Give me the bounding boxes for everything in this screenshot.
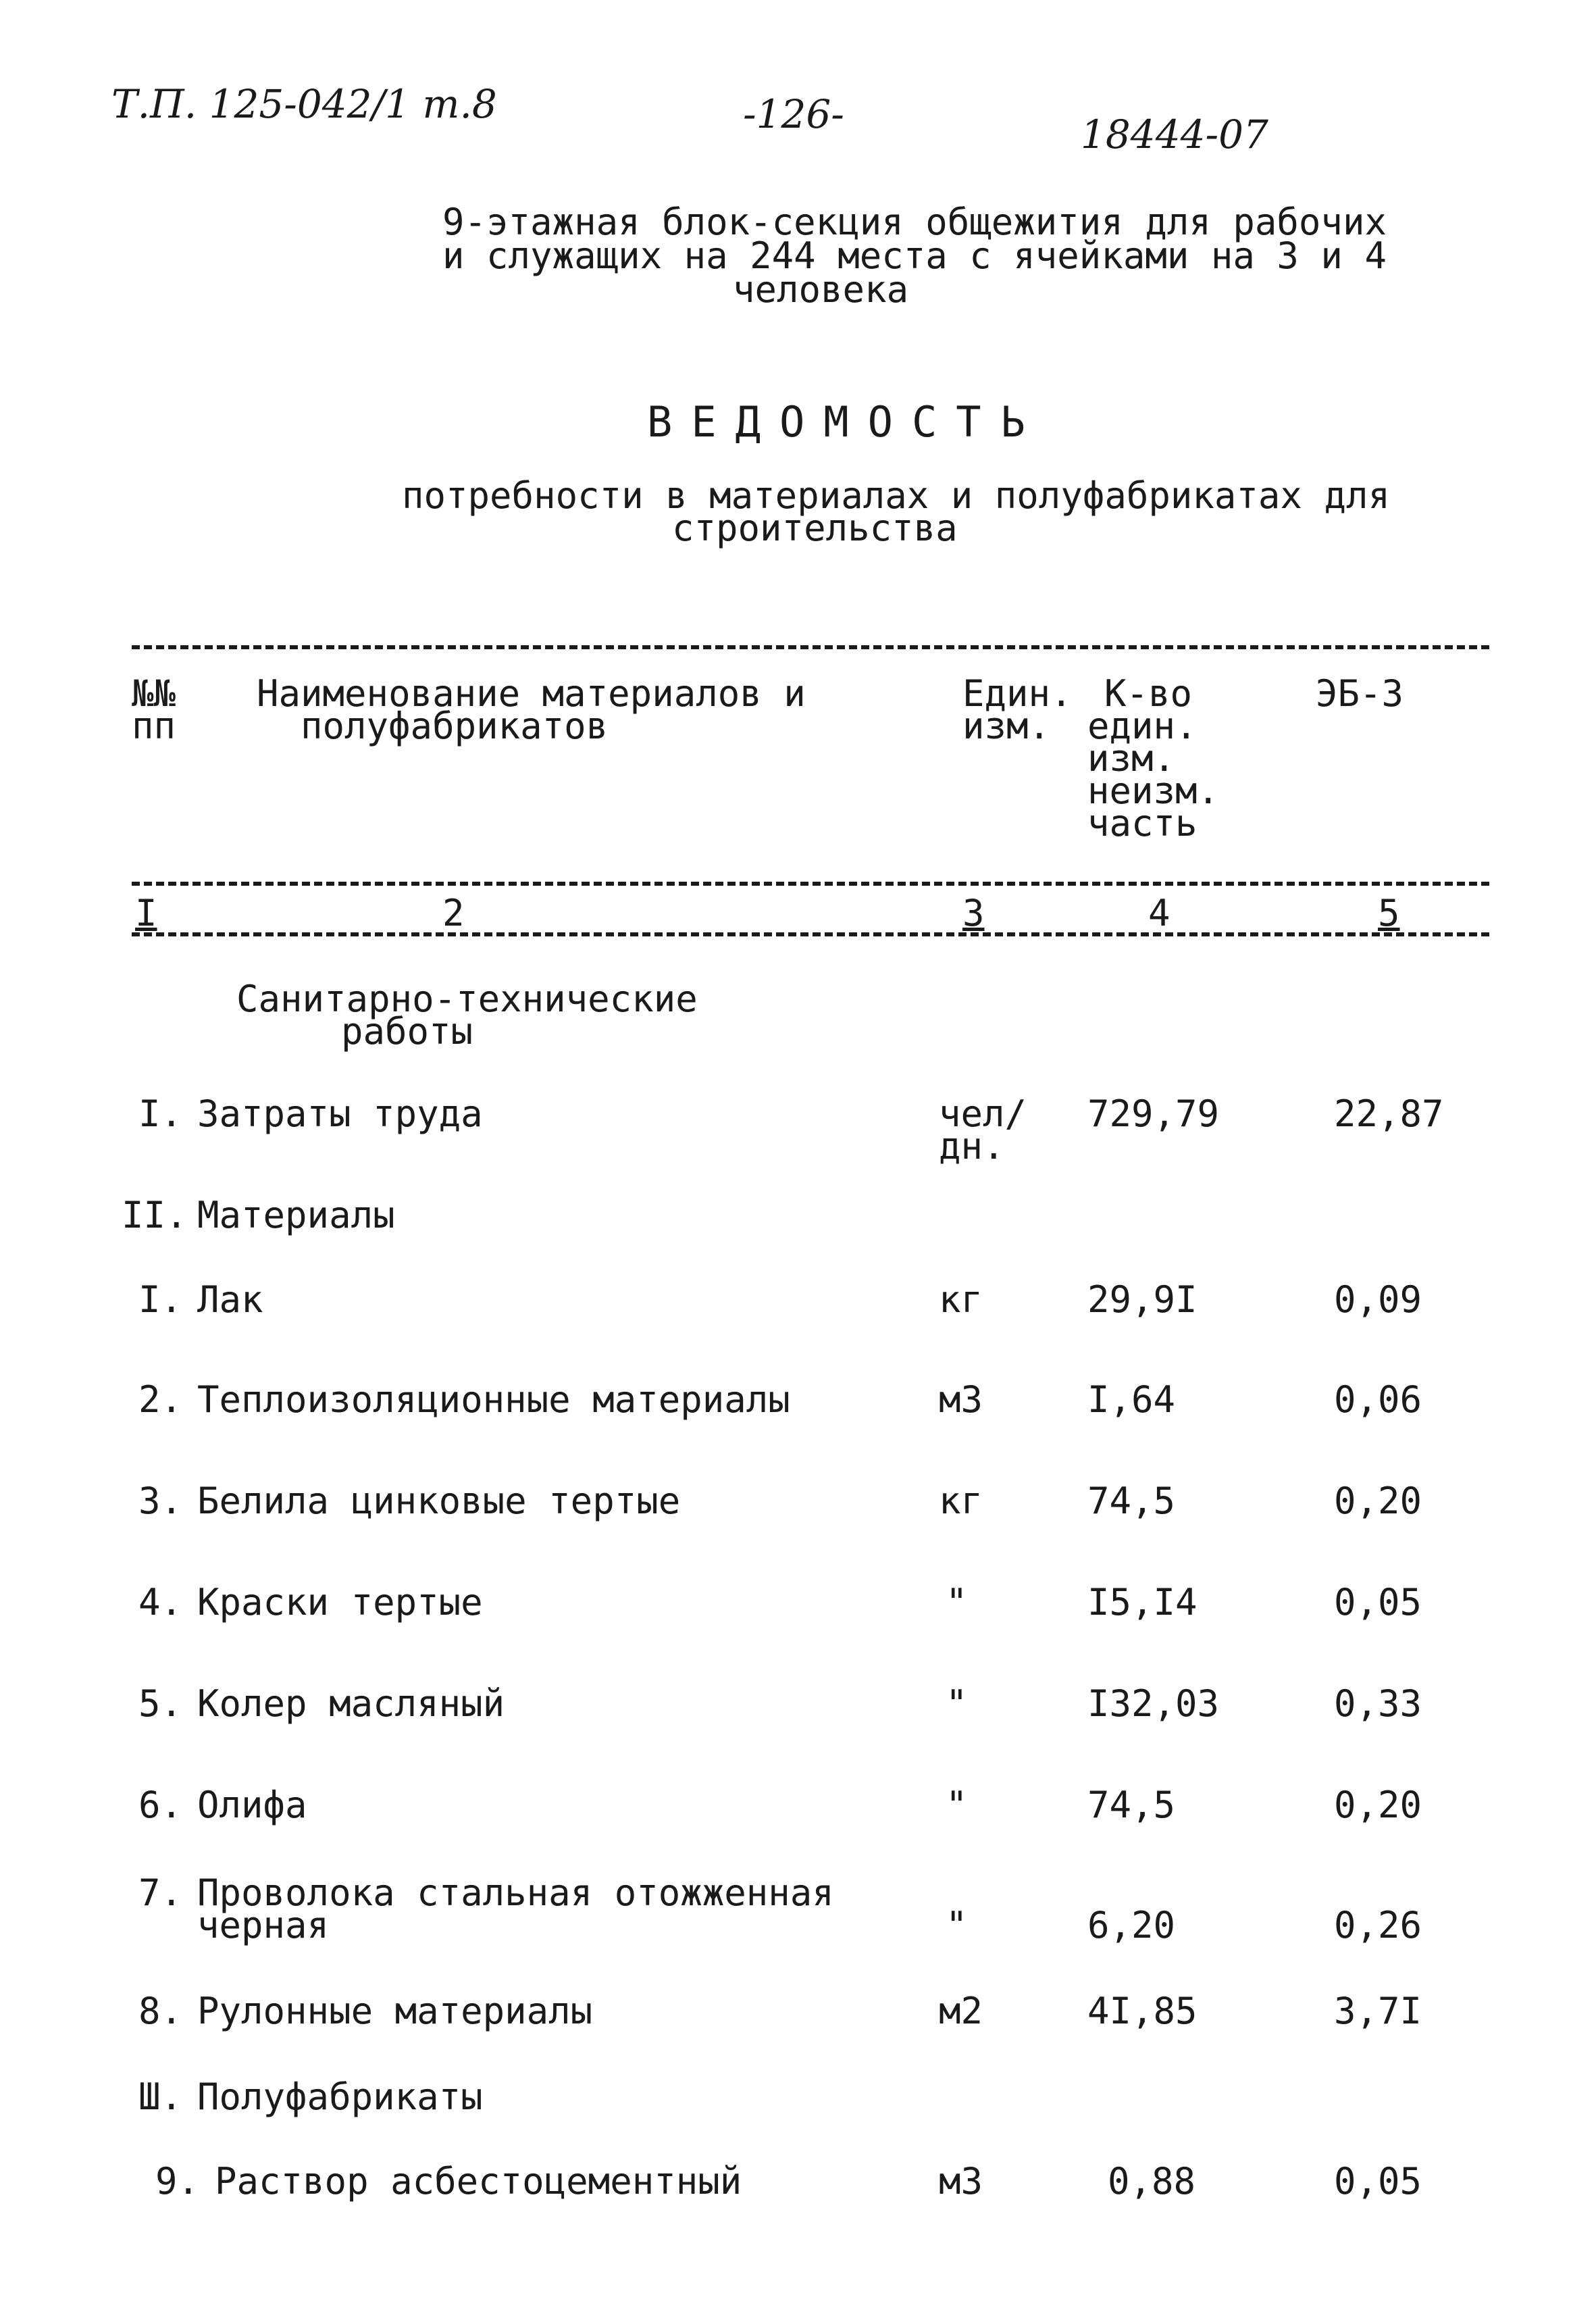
row-name: Олифа	[197, 1784, 307, 1826]
row-eb: 0,26	[1334, 1904, 1422, 1946]
table-rule	[132, 645, 1489, 649]
row-eb: 0,33	[1334, 1682, 1422, 1725]
row-qty: 729,79	[1087, 1092, 1220, 1135]
row-name: Полуфабрикаты	[197, 2076, 483, 2118]
section-title: Санитарно-технические работы	[236, 978, 698, 1053]
row-number: 5.	[138, 1682, 182, 1725]
row-qty: I32,03	[1087, 1682, 1220, 1725]
row-name: Краски тертые	[197, 1581, 483, 1624]
row-number: 8.	[138, 1990, 182, 2032]
row-name: Затраты труда	[197, 1092, 483, 1135]
row-eb: 22,87	[1334, 1092, 1444, 1135]
row-name: Раствор асбестоцементный	[215, 2160, 742, 2203]
table-rule	[132, 882, 1489, 886]
row-unit: кг	[939, 1480, 983, 1522]
subtitle-line: строительства	[672, 507, 958, 549]
document-code: Т.П. 125-042/1 т.8	[111, 81, 497, 127]
row-name: Рулонные материалы	[197, 1990, 593, 2032]
row-name: Проволока стальная отожженная черная	[197, 1871, 834, 1946]
row-eb: 0,09	[1334, 1278, 1422, 1321]
row-number: 9.	[155, 2160, 199, 2203]
page-number: -126-	[743, 91, 844, 137]
row-unit: "	[946, 1784, 968, 1826]
row-number: Ш.	[138, 2076, 182, 2118]
row-number: I.	[138, 1092, 182, 1135]
row-number: 6.	[138, 1784, 182, 1826]
row-unit: кг	[939, 1278, 983, 1321]
header-qty: К-во един. изм. неизм. часть	[1087, 672, 1220, 845]
row-qty: 0,88	[1108, 2160, 1196, 2203]
header-num: №№ пп	[132, 672, 176, 747]
row-eb: 0,20	[1334, 1480, 1422, 1522]
row-name: Колер масляный	[197, 1682, 505, 1725]
row-qty: 6,20	[1087, 1904, 1176, 1946]
page-heading: ВЕДОМОСТЬ	[647, 397, 1044, 447]
row-name: Лак	[197, 1278, 263, 1321]
header-name: Наименование материалов и полуфабрикатов	[257, 672, 806, 747]
title-line: 9-этажная блок-секция общежития для рабочих	[442, 201, 1387, 243]
title-line: человека	[733, 268, 909, 311]
column-number: 4	[1148, 892, 1170, 934]
row-qty: 74,5	[1087, 1784, 1176, 1826]
row-name: Теплоизоляционные материалы	[197, 1378, 790, 1421]
row-number: I.	[138, 1278, 182, 1321]
header-unit: Един. изм.	[962, 672, 1073, 747]
table-rule	[132, 932, 1489, 936]
row-unit: "	[946, 1904, 968, 1946]
row-unit: "	[946, 1682, 968, 1725]
row-eb: 0,20	[1334, 1784, 1422, 1826]
header-eb: ЭБ-3	[1316, 672, 1404, 715]
row-number: 3.	[138, 1480, 182, 1522]
row-unit: м3	[939, 2160, 983, 2203]
row-qty: 29,9I	[1087, 1278, 1198, 1321]
row-qty: I,64	[1087, 1378, 1176, 1421]
row-unit: "	[946, 1581, 968, 1624]
row-eb: 3,7I	[1334, 1990, 1422, 2032]
column-number: 5	[1378, 892, 1400, 934]
row-eb: 0,06	[1334, 1378, 1422, 1421]
row-name: Белила цинковые тертые	[197, 1480, 681, 1522]
column-number: I	[135, 892, 157, 934]
row-qty: I5,I4	[1087, 1581, 1198, 1624]
row-number: 4.	[138, 1581, 182, 1624]
title-line: и служащих на 244 места с ячейками на 3 и 4	[442, 234, 1387, 277]
row-eb: 0,05	[1334, 2160, 1422, 2203]
column-number: 2	[442, 892, 465, 934]
inventory-number: 18444-07	[1081, 111, 1268, 157]
row-number: II.	[122, 1194, 188, 1236]
column-number: 3	[962, 892, 985, 934]
row-eb: 0,05	[1334, 1581, 1422, 1624]
row-unit: м3	[939, 1378, 983, 1421]
row-unit: чел/ дн.	[939, 1092, 1027, 1167]
row-qty: 74,5	[1087, 1480, 1176, 1522]
row-number: 7.	[138, 1871, 182, 1914]
row-qty: 4I,85	[1087, 1990, 1198, 2032]
row-unit: м2	[939, 1990, 983, 2032]
row-number: 2.	[138, 1378, 182, 1421]
row-name: Материалы	[197, 1194, 395, 1236]
subtitle-line: потребности в материалах и полуфабрикатах для	[402, 474, 1390, 517]
